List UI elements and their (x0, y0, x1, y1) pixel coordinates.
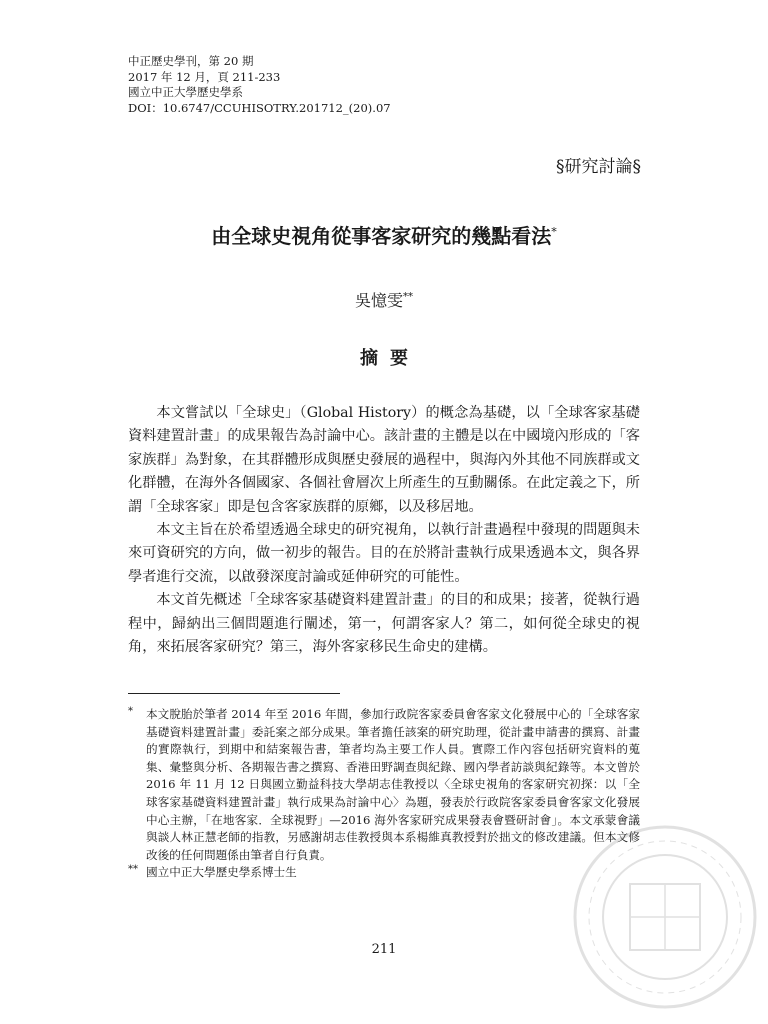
publication-info (128, 54, 391, 116)
author-footnote-mark: ** (403, 291, 413, 303)
footnote (128, 706, 640, 864)
library-seal-watermark-icon (570, 822, 760, 1012)
abstract-paragraph: 本文主旨在於希望透過全球史的研究視角，以執行計畫過程中發現的問題與未來可資研究的方向，做一初步的報告。目的在於將計畫執行成果透過本文，與各界學者進行交流，以啟發深度討論或延伸研究的可能性。 (128, 522, 640, 585)
footnote-mark: ** (128, 864, 138, 876)
paper-title-text: 由全球史視角從事客家研究的幾點看法 (211, 224, 552, 248)
abstract-paragraph: 本文嘗試以「全球史」（Global History）的概念為基礎，以「全球客家基礎資料建置計畫」的成果報告為討論中心。該計畫的主體是以在中國境內形成的「客家族群」為對象，在其群體形成與歷史發展的過程中，與海內外其他不同族群或文化群體，在海外各個國家、各個社會層次上所產生的互動關係。在此定義之下，所謂「全球客家」即是包含客家族群的原鄉，以及移居地。 (128, 405, 640, 515)
page-number: 211 (371, 942, 397, 957)
journal-name: 中正歷史學刊，第 20 期 (128, 54, 254, 68)
paper-title (0, 220, 768, 249)
title-footnote-mark: * (551, 225, 557, 239)
footnote-divider (128, 693, 340, 694)
footnote (128, 864, 640, 882)
footnote-text: 國立中正大學歷史學系博士生 (146, 865, 297, 880)
footnote-mark: * (128, 706, 133, 717)
institution-name: 國立中正大學歷史學系 (128, 85, 243, 99)
footnotes (128, 706, 640, 882)
author (0, 288, 768, 311)
author-name: 吳憶雯 (354, 291, 403, 310)
section-label: §研究討論§ (556, 157, 641, 177)
footnote-text: 本文脫胎於筆者 2014 年至 2016 年間，參加行政院客家委員會客家文化發展中心的「全球客家基礎資料建置計畫」委託案之部分成果。筆者擔任該案的研究助理，從計畫申請書的撰寫、計畫的實際執行，到期中和結案報告書，筆者均為主要工作人員。實際工作內容包括研究資料的蒐集、彙整與分析、各期報告書之撰寫、香港田野調查與紀錄、國內學者訪談與紀錄等。本文曾於 2016 年 11 月 12 日與國立勤益科技大學胡志佳教授以〈全球史視角的客家研究初探：以「全球客家基礎資料建置計畫」執行成果為討論中心〉為題，發表於行政院客家委員會客家文化發展中心主辦，「在地客家．全球視野」—2016 海外客家研究成果發表會暨研討會」。本文承蒙會議與談人林正慧老師的指教，另感謝胡志佳教授與本系楊維真教授對於拙文的修改建議。但本文修改後的任何問題係由筆者自行負責。 (146, 707, 640, 862)
doi: DOI：10.6747/CCUHISOTRY.201712_(20).07 (128, 100, 391, 115)
abstract-heading: 摘要 (360, 348, 420, 369)
abstract-paragraph: 本文首先概述「全球客家基礎資料建置計畫」的目的和成果；接著，從執行過程中，歸納出三個問題進行闡述，第一，何謂客家人？第二，如何從全球史的視角，來拓展客家研究？第三，海外客家移民生命史的建構。 (128, 592, 640, 656)
abstract-body (128, 402, 640, 659)
issue-date-pages: 2017 年 12 月，頁 211-233 (128, 69, 281, 84)
